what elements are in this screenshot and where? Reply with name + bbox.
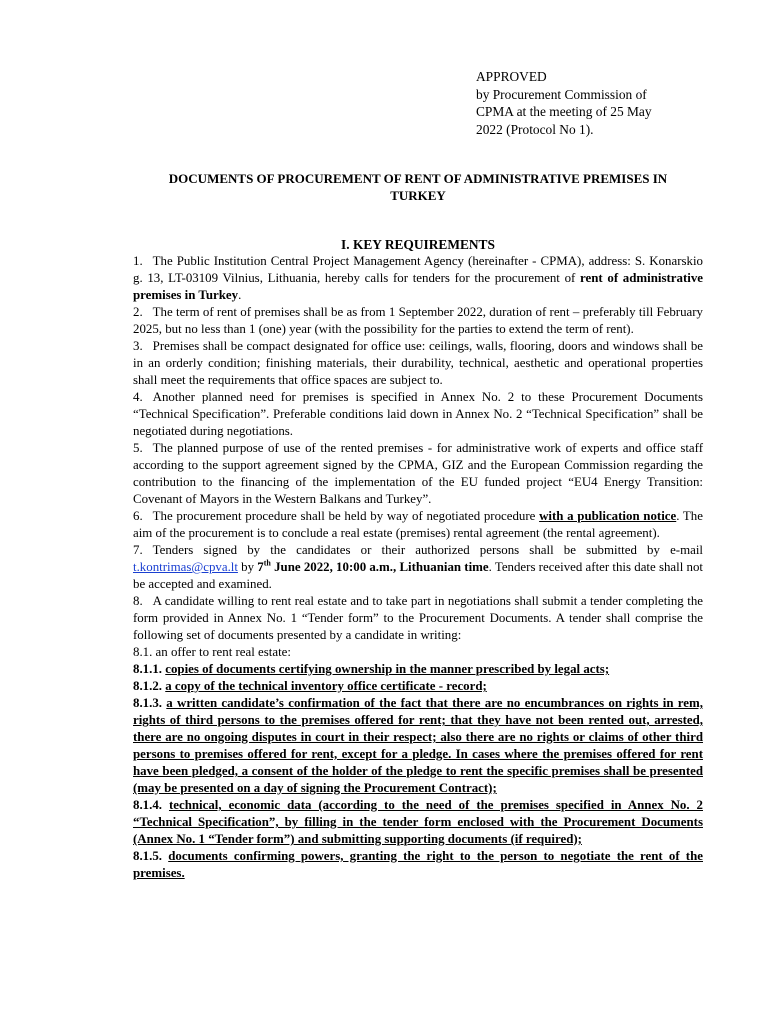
clause-emphasis: rent of administrative premises in Turkey (133, 271, 703, 302)
clause-number: 3. (133, 339, 143, 353)
clause-text: a copy of the technical inventory office certificate - record; (165, 679, 487, 693)
clause-number: 6. (133, 509, 143, 523)
approval-block (476, 68, 696, 138)
clause-number: 8.1.5. (133, 849, 163, 863)
clause-4 (133, 389, 703, 440)
clause-text: The planned purpose of use of the rented premises - for administrative work of experts and office staff according to the support agreement signed by the CPMA, GIZ and the European Commission regarding the contribution to the financing of the implementation of the EU funded project “EU4 Energy Transition: Covenant of Mayors in the Western Balkans and Turkey”. (133, 441, 703, 506)
clause-text: A candidate willing to rent real estate and to take part in negotiations shall submit a tender completing the form provided in Annex No. 1 “Tender form” to the Procurement Documents. A tender shall comprise the following set of documents presented by a candidate in writing: (133, 594, 703, 642)
clause-3 (133, 338, 703, 389)
clause-number: 7. (133, 543, 143, 557)
clause-2 (133, 304, 703, 338)
clause-number: 1. (133, 254, 143, 268)
approval-line: APPROVED (476, 69, 547, 84)
approval-line: 2022 (Protocol No 1). (476, 121, 594, 137)
clause-number: 8.1.2. (133, 679, 163, 693)
clause-7 (133, 542, 703, 593)
section-heading: I. KEY REQUIREMENTS (341, 237, 495, 252)
document-title-line: DOCUMENTS OF PROCUREMENT OF RENT OF ADMINISTRATIVE PREMISES IN (168, 171, 668, 186)
clause-text: a written candidate’s confirmation of the fact that there are no encumbrances on rights in rem, rights of third persons to the premises offered for rent; that they have not been rented out, arrested, there are no ongoing disputes in court in their respect; also there are no rights or claims of other third persons to premises offered for rent, except for a pledge. In cases where the premises offered for rent have been pledged, a consent of the holder of the pledge to rent the specific premises shall be presented (may be presented on a day of signing the Procurement Contract); (133, 696, 703, 795)
clause-text: Another planned need for premises is specified in Annex No. 2 to these Procurement Documents “Technical Specification”. Preferable conditions laid down in Annex No. 2 “Technical Specification” shall be negotiated during negotiations. (133, 390, 703, 438)
clause-text: The Public Institution Central Project Management Agency (hereinafter - CPMA), address: S. Konarskio g. 13, LT-03109 Vilnius, Lithuania, hereby calls for tenders for the procurement of (133, 254, 703, 285)
clause-5 (133, 440, 703, 508)
clause-number: 8.1.4. (133, 798, 163, 812)
approval-line: by Procurement Commission of (476, 86, 647, 102)
deadline-day: 7 (257, 560, 264, 574)
clause-8-1-2 (133, 678, 703, 695)
clause-8-1-4 (133, 797, 703, 848)
clause-text: copies of documents certifying ownership in the manner prescribed by legal acts; (165, 662, 610, 676)
clause-number: 2. (133, 305, 143, 319)
clause-text-end: . Tenders received after this date shall not be accepted and examined. (133, 560, 703, 591)
clause-text: documents confirming powers, granting the right to the person to negotiate the rent of the premises. (133, 849, 703, 880)
clause-number: 5. (133, 441, 143, 455)
clause-1 (133, 253, 703, 304)
clause-text-end: . (238, 288, 242, 302)
document-body (133, 253, 703, 882)
clause-6 (133, 508, 703, 542)
clause-text: technical, economic data (according to the need of the premises specified in Annex No. 2 “Technical Specification”, by filling in the tender form enclosed with the Procurement Documents (Annex No. 1 “Tender form”) and submitting supporting documents (if required); (133, 798, 703, 846)
clause-text: by (237, 560, 258, 574)
clause-8-1: 8.1. an offer to rent real estate: (133, 645, 291, 659)
document-title-line: TURKEY (390, 188, 446, 203)
document-title (133, 170, 703, 204)
clause-8-1-3 (133, 695, 703, 797)
clause-8-1-1 (133, 661, 703, 678)
deadline-day-suffix: th (263, 558, 271, 568)
clause-text: The term of rent of premises shall be as from 1 September 2022, duration of rent – preferably till February 2025, but no less than 1 (one) year (with the possibility for the parties to extend the term of rent). (133, 305, 703, 336)
deadline-text: June 2022, 10:00 a.m., Lithuanian time (270, 560, 489, 574)
clause-8-1-5 (133, 848, 703, 882)
clause-text: The procurement procedure shall be held by way of negotiated procedure (152, 509, 540, 523)
clause-number: 8.1.3. (133, 696, 163, 710)
clause-number: 4. (133, 390, 143, 404)
clause-text: Tenders signed by the candidates or their authorized persons shall be submitted by e-mail (152, 543, 703, 557)
clause-number: 8.1.1. (133, 662, 163, 676)
clause-text-end: . The aim of the procurement is to conclude a real estate (premises) rental agreement (the rental agreement). (133, 509, 703, 540)
approval-line: CPMA at the meeting of 25 May (476, 104, 652, 119)
clause-number: 8. (133, 594, 143, 608)
clause-8 (133, 593, 703, 644)
clause-text: Premises shall be compact designated for office use: ceilings, walls, flooring, doors and windows shall be in an orderly condition; finishing materials, their durability, technical, aesthetic and operational properties shall meet the requirements that office spaces are subject to. (133, 339, 703, 387)
email-link[interactable]: t.kontrimas@cpva.lt (133, 560, 238, 574)
clause-emphasis: with a publication notice (539, 509, 677, 523)
